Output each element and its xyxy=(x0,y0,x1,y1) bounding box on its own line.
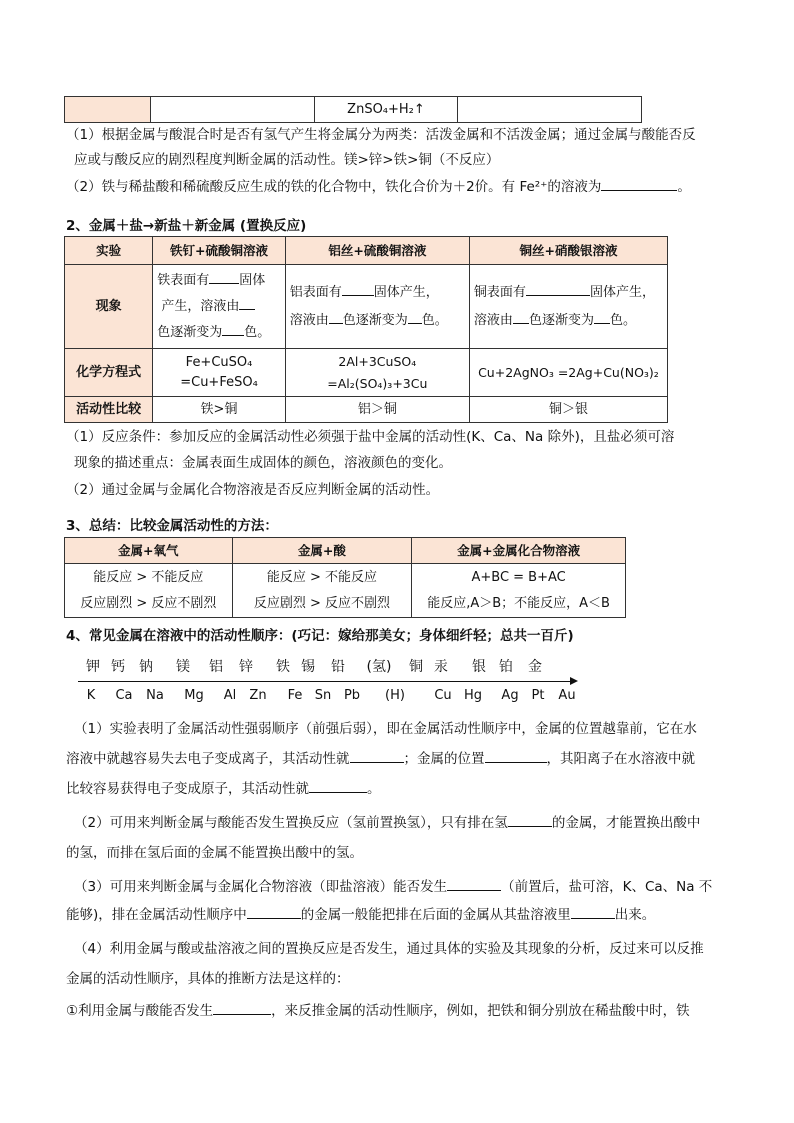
note-text: （1）根据金属与酸混合时是否有氢气产生将金属分为两类：活泼金属和不活泼金属；通过金属与酸能否反 xyxy=(66,127,696,143)
equation-line: Fe+CuSO₄ xyxy=(185,354,253,370)
series-metal-symbol: Na xyxy=(146,688,164,703)
cell-text: 固体产生， xyxy=(373,284,439,300)
section-title: 2、金属＋盐→新盐＋新金属 (置换反应) xyxy=(66,218,307,234)
series-metal-name: 汞 xyxy=(434,659,448,675)
method-cell xyxy=(412,564,626,618)
note-text xyxy=(66,748,738,770)
series-metal-symbol: Pt xyxy=(531,688,545,703)
row-label: 化学方程式 xyxy=(65,349,153,397)
note-text: （1）反应条件：参加反应的金属活动性必须强于盐中金属的活动性(K、Ca、Na 除外)，且盐必须可溶 xyxy=(66,429,675,445)
series-metal-symbol: K xyxy=(86,688,96,703)
blank xyxy=(209,269,239,284)
method-cell xyxy=(232,564,412,618)
series-metal-symbol: (H) xyxy=(385,688,405,703)
note-text-part: 溶液中就越容易失去电子变成离子，其活动性就 xyxy=(66,751,350,767)
cell-text: A+BC = B+AC xyxy=(471,569,566,585)
note-text xyxy=(74,876,746,898)
cell-text: 色逐渐变为 xyxy=(528,312,594,328)
cell-text: 色。 xyxy=(421,312,448,328)
cell-text: 能反应 > 不能反应 xyxy=(266,569,377,585)
method-table xyxy=(64,537,626,618)
note-text-part: 金属的活动性顺序，具体的推断方法是这样的： xyxy=(66,971,350,987)
table-header: 金属+金属化合物溶液 xyxy=(412,538,626,564)
table-header: 铝丝+硫酸铜溶液 xyxy=(285,237,469,265)
note-text xyxy=(66,842,738,864)
note-text: 现象的描述重点：金属表面生成固体的颜色，溶液颜色的变化。 xyxy=(74,455,452,471)
blank xyxy=(594,309,610,324)
activity-cell: 铜＞银 xyxy=(469,397,667,423)
series-metal-name: 银 xyxy=(472,659,486,675)
table-header: 实验 xyxy=(65,237,153,265)
note-text xyxy=(66,176,738,198)
blank xyxy=(350,748,404,763)
note-text-part: 的金属一般能把排在后面的金属从其盐溶液里 xyxy=(300,907,571,923)
note-text-part: （2）可用来判断金属与酸能否发生置换反应（氢前置换氢），只有排在氢 xyxy=(74,815,508,831)
row-label: 现象 xyxy=(65,265,153,349)
arrow-head-icon xyxy=(570,677,578,685)
note-text-part: 。 xyxy=(367,781,381,797)
note-text-part: （4）利用金属与酸或盐溶液之间的置换反应是否发生，通过具体的实验及其现象的分析，反过来可以反推 xyxy=(74,941,704,957)
series-metal-name: 铝 xyxy=(209,659,223,675)
cell-text: 反应剧烈 > 反应不剧烈 xyxy=(253,595,390,611)
series-metal-symbol: Fe xyxy=(287,688,303,703)
cell-text: 色。 xyxy=(609,312,636,328)
phenomenon-cell xyxy=(469,265,667,349)
cell-text: 色逐渐变为 xyxy=(157,324,223,340)
cell-text: 色逐渐变为 xyxy=(342,312,408,328)
series-metal-name: (氢) xyxy=(366,659,392,675)
equation-cell: 2Al+3CuSO₄ =Al₂(SO₄)₃+3Cu xyxy=(285,349,469,397)
table-cell xyxy=(150,97,314,123)
note-text-part: 能够)，排在金属活动性顺序中 xyxy=(66,907,247,923)
series-metal-name: 锡 xyxy=(301,659,315,675)
table-header: 金属+酸 xyxy=(232,538,412,564)
note-text-part: （3）可用来判断金属与金属化合物溶液（即盐溶液）能否发生 xyxy=(74,879,448,895)
activity-cell: 铁>铜 xyxy=(153,397,285,423)
equation-cell xyxy=(153,349,285,397)
cell-text: 溶液由 xyxy=(473,312,513,328)
top-table xyxy=(64,96,642,123)
series-metal-name: 钙 xyxy=(111,659,125,675)
phenomenon-cell xyxy=(153,265,285,349)
cell-text: 色。 xyxy=(244,324,271,340)
series-metal-name: 钾 xyxy=(86,659,100,675)
note-text xyxy=(74,718,746,740)
blank xyxy=(309,778,367,793)
row-label: 活动性比较 xyxy=(65,397,153,423)
note-text-part: （前置后，盐可溶，K、Ca、Na 不 xyxy=(501,879,713,895)
cell-text: 铝表面有 xyxy=(289,284,342,300)
replacement-table xyxy=(64,236,668,423)
note-text-part: 的金属，才能置换出酸中 xyxy=(551,815,701,831)
series-metal-name: 钠 xyxy=(139,659,153,675)
activity-cell: 铝＞铜 xyxy=(285,397,469,423)
series-metal-name: 锌 xyxy=(239,659,253,675)
series-metal-name: 镁 xyxy=(176,659,190,675)
note-text-part: 。 xyxy=(677,179,691,195)
blank xyxy=(526,281,590,296)
series-metal-symbol: Zn xyxy=(249,688,267,703)
blank xyxy=(239,295,255,310)
table-header: 金属+氧气 xyxy=(65,538,233,564)
note-text xyxy=(74,812,746,834)
cell-text: 铜表面有 xyxy=(473,284,526,300)
series-metal-symbol: Cu xyxy=(434,688,452,703)
table-cell: ZnSO₄+H₂↑ xyxy=(314,97,457,123)
table-cell xyxy=(458,97,642,123)
note-text-part: （2）铁与稀盐酸和稀硫酸反应生成的铁的化合物中，铁化合价为＋2价。有 Fe²⁺的溶液为 xyxy=(66,179,602,195)
series-metal-symbol: Au xyxy=(558,688,576,703)
note-text-part: ，来反推金属的活动性顺序，例如，把铁和铜分别放在稀盐酸中时，铁 xyxy=(271,1003,690,1019)
blank xyxy=(213,1000,271,1015)
cell-text: 铁表面有 xyxy=(157,272,210,288)
series-metal-symbol: Al xyxy=(223,688,237,703)
series-metal-symbol: Hg xyxy=(463,688,483,703)
cell-text: 产生，溶液由 xyxy=(161,298,240,314)
series-metal-name: 铂 xyxy=(499,659,513,675)
note-text xyxy=(74,938,746,960)
note-text-part: 比较容易获得电子变成原子，其活动性就 xyxy=(66,781,309,797)
section-title: 4、常见金属在溶液中的活动性顺序：(巧记：嫁给那美女；身体细纤轻；总共一百斤) xyxy=(66,628,574,644)
note-text-part: ，其阳离子在水溶液中就 xyxy=(546,751,695,767)
note-text-part: ①利用金属与酸能否发生 xyxy=(66,1003,214,1019)
cell-text: 溶液由 xyxy=(289,312,329,328)
cell-text: 能反应,A＞B；不能反应，A＜B xyxy=(427,595,610,611)
note-text xyxy=(66,904,738,926)
equation-cell: Cu+2AgNO₃ =2Ag+Cu(NO₃)₂ xyxy=(469,349,667,397)
equation-line: =Cu+FeSO₄ xyxy=(180,374,258,390)
blank xyxy=(447,876,501,891)
note-text-part: 的氢，而排在氢后面的金属不能置换出酸中的氢。 xyxy=(66,845,363,861)
blank xyxy=(247,904,301,919)
blank xyxy=(508,812,552,827)
method-cell xyxy=(65,564,233,618)
note-text-part: （1）实验表明了金属活动性强弱顺序（前强后弱），即在金属活动性顺序中，金属的位置越靠前，它在水 xyxy=(74,721,697,737)
note-text: 应或与酸反应的剧烈程度判断金属的活动性。镁>锌>铁>铜（不反应） xyxy=(74,152,500,168)
blank xyxy=(329,309,343,324)
cell-text: 能反应 > 不能反应 xyxy=(93,569,204,585)
series-metal-symbol: Ca xyxy=(115,688,133,703)
series-arrow xyxy=(78,681,572,682)
series-metal-symbol: Sn xyxy=(314,688,332,703)
note-text-part: ；金属的位置 xyxy=(403,751,485,767)
series-metal-name: 铁 xyxy=(276,659,290,675)
cell-text: 反应剧烈 > 反应不剧烈 xyxy=(80,595,217,611)
series-metal-name: 铜 xyxy=(409,659,423,675)
table-cell xyxy=(65,97,151,123)
note-text: （2）通过金属与金属化合物溶液是否反应判断金属的活动性。 xyxy=(66,482,440,498)
blank xyxy=(571,904,615,919)
note-text xyxy=(66,1000,738,1022)
blank xyxy=(485,748,547,763)
cell-text: 固体产生， xyxy=(589,284,655,300)
note-text xyxy=(66,778,738,800)
blank xyxy=(601,176,677,191)
series-metal-name: 金 xyxy=(528,659,542,675)
series-metal-name: 铅 xyxy=(331,659,345,675)
series-metal-symbol: Pb xyxy=(343,688,361,703)
table-header: 铜丝+硝酸银溶液 xyxy=(469,237,667,265)
section-title: 3、总结：比较金属活动性的方法： xyxy=(66,518,278,534)
series-metal-symbol: Mg xyxy=(184,688,204,703)
table-header: 铁钉+硫酸铜溶液 xyxy=(153,237,285,265)
series-metal-symbol: Ag xyxy=(501,688,519,703)
blank xyxy=(408,309,422,324)
blank xyxy=(222,321,244,336)
blank xyxy=(513,309,529,324)
phenomenon-cell xyxy=(285,265,469,349)
cell-text: 固体 xyxy=(239,272,266,288)
blank xyxy=(342,281,374,296)
note-text xyxy=(66,968,738,990)
note-text-part: 出来。 xyxy=(614,907,656,923)
